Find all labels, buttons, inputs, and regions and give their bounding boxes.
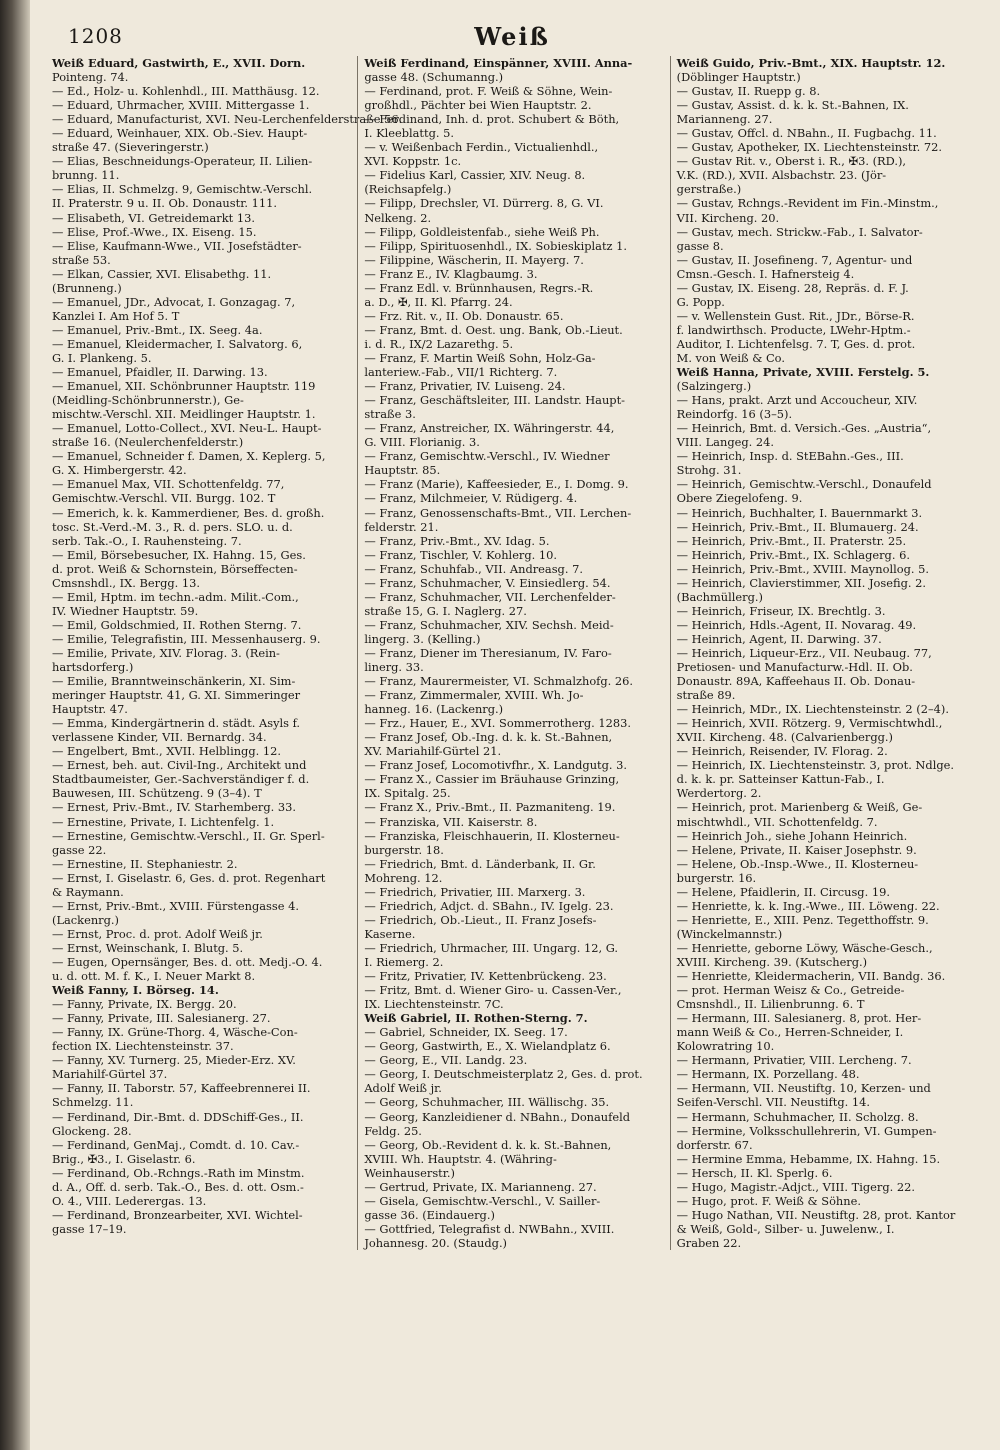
directory-entry: — Elise, Prof.-Wwe., IX. Eiseng. 15. bbox=[52, 224, 257, 239]
directory-entry: — Helene, Private, II. Kaiser Josephstr. 9. bbox=[676, 842, 917, 857]
directory-entry: — Heinrich, IX. Liechtensteinstr. 3, prot. Ndlge. bbox=[676, 758, 954, 773]
directory-entry: — Gertrud, Private, IX. Marianneng. 27. bbox=[364, 1179, 597, 1194]
directory-entry: — Eduard, Weinhauer, XIX. Ob.-Siev. Haupt- bbox=[52, 126, 308, 141]
directory-entry: M. von Weiß & Co. bbox=[676, 350, 785, 365]
directory-entry: Bauwesen, III. Schützeng. 9 (3–4). T bbox=[52, 786, 262, 801]
directory-entry: — Hermann, Privatier, VIII. Lercheng. 7. bbox=[676, 1053, 912, 1068]
directory-entry: — Fanny, II. Taborstr. 57, Kaffeebrennerei II. bbox=[52, 1081, 311, 1096]
directory-entry: — Helene, Pfaidlerin, II. Circusg. 19. bbox=[676, 884, 890, 899]
directory-entry: — Georg, Schuhmacher, III. Wällischg. 35. bbox=[364, 1095, 610, 1110]
directory-entry: — Fanny, Private, IX. Bergg. 20. bbox=[52, 997, 237, 1012]
directory-entry: G. I. Plankeng. 5. bbox=[52, 350, 152, 365]
directory-entry: XVIII. Wh. Hauptstr. 4. (Währing- bbox=[364, 1151, 557, 1166]
directory-entry: — Eduard, Manufacturist, XVI. Neu-Lerchenfelderstraße 56. bbox=[52, 112, 403, 127]
directory-entry: II. Praterstr. 9 u. II. Ob. Donaustr. 111. bbox=[52, 196, 277, 211]
directory-entry: — Ernst, I. Giselastr. 6, Ges. d. prot. Regenhart bbox=[52, 870, 326, 885]
directory-entry: — Franz, Genossenschafts-Bmt., VII. Lerchen- bbox=[364, 505, 632, 520]
directory-entry: (Brunneng.) bbox=[52, 280, 122, 295]
directory-entry: G. X. Himbergerstr. 42. bbox=[52, 463, 187, 478]
directory-entry: — Franz X., Priv.-Bmt., II. Pazmaniteng. 19. bbox=[364, 800, 616, 815]
directory-entry: — Franz E., IV. Klagbaumg. 3. bbox=[364, 266, 538, 281]
directory-entry: mann Weiß & Co., Herren-Schneider, I. bbox=[676, 1025, 904, 1040]
directory-entry: — Ernest, beh. aut. Civil-Ing., Architekt und bbox=[52, 758, 307, 773]
directory-entry: — Emilie, Telegrafistin, III. Messenhauserg. 9. bbox=[52, 631, 321, 646]
directory-entry: — Henriette, E., XIII. Penz. Tegetthoffstr. 9. bbox=[676, 912, 929, 927]
directory-entry: — Heinrich, Bmt. d. Versich.-Ges. „Austria“, bbox=[676, 421, 932, 436]
directory-entry: — Heinrich, Friseur, IX. Brechtlg. 3. bbox=[676, 603, 886, 618]
directory-entry: Werdertorg. 2. bbox=[676, 786, 762, 801]
directory-entry: — Fritz, Privatier, IV. Kettenbrückeng. 23. bbox=[364, 969, 607, 984]
directory-entry: brunng. 11. bbox=[52, 168, 120, 183]
directory-entry: Kaserne. bbox=[364, 926, 416, 941]
directory-entry: fection IX. Liechtensteinstr. 37. bbox=[52, 1039, 234, 1054]
directory-entry: (Döblinger Hauptstr.) bbox=[676, 70, 801, 85]
directory-entry: — Emanuel, Lotto-Collect., XVI. Neu-L. Haupt- bbox=[52, 421, 322, 436]
directory-entry: Seifen-Verschl. VII. Neustiftg. 14. bbox=[676, 1095, 870, 1110]
directory-entry: — Ernestine, Gemischtw.-Verschl., II. Gr. Sperl- bbox=[52, 828, 325, 843]
directory-entry: — Gottfried, Telegrafist d. NWBahn., XVIII. bbox=[364, 1221, 615, 1236]
directory-entry: hanneg. 16. (Lackenrg.) bbox=[364, 702, 504, 717]
running-title: Weiß bbox=[474, 22, 550, 51]
directory-entry: — Gustav, Rchngs.-Revident im Fin.-Minstm., bbox=[676, 196, 939, 211]
directory-entry: u. d. ott. M. f. K., I. Neuer Markt 8. bbox=[52, 969, 256, 984]
directory-entry: V.K. (RD.), XVII. Alsbachstr. 23. (Jör- bbox=[676, 168, 887, 183]
directory-entry: Weiß Eduard, Gastwirth, E., XVII. Dorn. bbox=[52, 56, 306, 70]
directory-entry: — Georg, Ob.-Revident d. k. k. St.-Bahnen, bbox=[364, 1137, 612, 1152]
directory-entry: Hauptstr. 47. bbox=[52, 702, 128, 717]
directory-entry: IX. Liechtensteinstr. 7C. bbox=[364, 997, 504, 1012]
directory-entry: Adolf Weiß jr. bbox=[364, 1081, 442, 1096]
directory-entry: — Frz., Hauer, E., XVI. Sommerrotherg. 1283. bbox=[364, 716, 632, 731]
directory-entry: — Elias, Beschneidungs-Operateur, II. Lilien- bbox=[52, 154, 313, 169]
directory-entry: — Heinrich, Liqueur-Erz., VII. Neubaug. 77, bbox=[676, 645, 932, 660]
directory-entry: — Franz Josef, Ob.-Ing. d. k. k. St.-Bahnen, bbox=[364, 730, 613, 745]
directory-entry: — Heinrich, Clavierstimmer, XII. Josefig. 2. bbox=[676, 575, 926, 590]
directory-columns bbox=[52, 56, 972, 1250]
directory-entry: — Emerich, k. k. Kammerdiener, Bes. d. großh. bbox=[52, 505, 325, 520]
directory-entry: G. Popp. bbox=[676, 294, 725, 309]
directory-entry: VIII. Langeg. 24. bbox=[676, 435, 774, 450]
directory-entry: — Franz, Priv.-Bmt., XV. Idag. 5. bbox=[364, 533, 550, 548]
directory-entry: Strohg. 31. bbox=[676, 463, 742, 478]
directory-entry: Weiß Ferdinand, Einspänner, XVIII. Anna- bbox=[364, 56, 633, 70]
directory-entry: Hauptstr. 85. bbox=[364, 463, 441, 478]
directory-entry: — Fanny, XV. Turnerg. 25, Mieder-Erz. XV. bbox=[52, 1053, 296, 1068]
directory-entry: — Ernest, Priv.-Bmt., IV. Starhemberg. 33. bbox=[52, 800, 297, 815]
directory-entry: Kanzlei I. Am Hof 5. T bbox=[52, 308, 180, 323]
directory-entry: — Georg, Gastwirth, E., X. Wielandplatz 6. bbox=[364, 1039, 611, 1054]
directory-entry: gasse 48. (Schumanng.) bbox=[364, 70, 504, 85]
directory-entry: — Hugo, Magistr.-Adjct., VIII. Tigerg. 22. bbox=[676, 1179, 916, 1194]
directory-entry: gasse 17–19. bbox=[52, 1221, 127, 1236]
directory-entry: — Hermann, IX. Porzellang. 48. bbox=[676, 1067, 860, 1082]
directory-entry: — Hermann, III. Salesianerg. 8, prot. Her- bbox=[676, 1011, 922, 1026]
directory-entry: — Franz Josef, Locomotivfhr., X. Landgutg. 3. bbox=[364, 758, 628, 773]
directory-entry: — Emanuel, Schneider f. Damen, X. Keplerg. 5, bbox=[52, 449, 326, 464]
directory-entry: — Eugen, Opernsänger, Bes. d. ott. Medj.-O. 4. bbox=[52, 955, 323, 969]
directory-entry: — Ferdinand, Ob.-Rchngs.-Rath im Minstm. bbox=[52, 1165, 305, 1180]
directory-entry: — Franz, Schuhmacher, V. Einsiedlerg. 54. bbox=[364, 575, 611, 590]
directory-entry: Auditor, I. Lichtenfelsg. 7. T, Ges. d. prot. bbox=[676, 336, 916, 351]
directory-entry: burgerstr. 18. bbox=[364, 842, 444, 857]
directory-entry: d. A., Off. d. serb. Tak.-O., Bes. d. ott. Osm.- bbox=[52, 1179, 304, 1194]
directory-entry: Weiß Gabriel, II. Rothen-Sterng. 7. bbox=[364, 1011, 588, 1026]
directory-entry: Weiß Hanna, Private, XVIII. Ferstelg. 5. bbox=[676, 365, 930, 380]
directory-entry: XV. Mariahilf-Gürtel 21. bbox=[364, 744, 502, 759]
column-middle bbox=[357, 56, 659, 1250]
directory-entry: linerg. 33. bbox=[364, 660, 424, 675]
directory-entry: — Filipp, Goldleistenfab., siehe Weiß Ph. bbox=[364, 224, 600, 239]
directory-entry: — Fritz, Bmt. d. Wiener Giro- u. Cassen-Ver., bbox=[364, 983, 622, 998]
directory-entry: — Hugo Nathan, VII. Neustiftg. 28, prot. Kantor bbox=[676, 1207, 956, 1222]
directory-entry: großhdl., Pächter bei Wien Hauptstr. 2. bbox=[364, 98, 592, 113]
directory-entry: lanteriew.-Fab., VII/1 Richterg. 7. bbox=[364, 365, 558, 380]
directory-entry: XVIII. Kircheng. 39. (Kutscherg.) bbox=[676, 955, 868, 969]
directory-entry: — Franz, Diener im Theresianum, IV. Faro- bbox=[364, 645, 612, 660]
directory-entry: IV. Wiedner Hauptstr. 59. bbox=[52, 603, 199, 618]
directory-entry: — Frz. Rit. v., II. Ob. Donaustr. 65. bbox=[364, 308, 564, 323]
column-right bbox=[670, 56, 972, 1250]
directory-entry: — Ferdinand, Bronzearbeiter, XVI. Wichtel- bbox=[52, 1207, 303, 1222]
directory-entry: — Hermann, Schuhmacher, II. Scholzg. 8. bbox=[676, 1109, 919, 1124]
directory-entry: Cmsn.-Gesch. I. Hafnersteig 4. bbox=[676, 266, 855, 281]
directory-entry: — Fanny, IX. Grüne-Thorg. 4, Wäsche-Con- bbox=[52, 1025, 298, 1040]
directory-entry: serb. Tak.-O., I. Rauhensteing. 7. bbox=[52, 533, 242, 548]
directory-entry: — Franz, Gemischtw.-Verschl., IV. Wiedner bbox=[364, 449, 610, 464]
directory-entry: — Filipp, Drechsler, VI. Dürrerg. 8, G. VI. bbox=[364, 196, 604, 211]
directory-entry: — Ferdinand, Inh. d. prot. Schubert & Böth, bbox=[364, 112, 620, 127]
directory-entry: — Ernestine, II. Stephaniestr. 2. bbox=[52, 856, 238, 871]
directory-entry: gasse 8. bbox=[676, 238, 724, 253]
directory-entry: — Friedrich, Ob.-Lieut., II. Franz Josefs- bbox=[364, 912, 597, 927]
directory-entry: Kolowratring 10. bbox=[676, 1039, 775, 1054]
directory-entry: — Hermann, VII. Neustiftg. 10, Kerzen- und bbox=[676, 1081, 931, 1096]
directory-entry: — prot. Herman Weisz & Co., Getreide- bbox=[676, 983, 905, 998]
directory-entry: Donaustr. 89A, Kaffeehaus II. Ob. Donau- bbox=[676, 674, 916, 689]
directory-entry: Mohreng. 12. bbox=[364, 870, 443, 885]
directory-entry: straße 16. (Neulerchenfelderstr.) bbox=[52, 435, 244, 450]
directory-entry: a. D., ✠, II. Kl. Pfarrg. 24. bbox=[364, 294, 513, 309]
directory-entry: — Franz, Milchmeier, V. Rüdigerg. 4. bbox=[364, 491, 578, 506]
directory-entry: — Emilie, Private, XIV. Florag. 3. (Rein- bbox=[52, 645, 280, 660]
page-number: 1208 bbox=[68, 24, 123, 48]
directory-entry: Reindorfg. 16 (3–5). bbox=[676, 407, 793, 422]
directory-entry: — Gustav Rit. v., Oberst i. R., ✠3. (RD.), bbox=[676, 154, 907, 169]
directory-entry: — Elkan, Cassier, XVI. Elisabethg. 11. bbox=[52, 266, 272, 281]
directory-entry: hartsdorferg.) bbox=[52, 660, 134, 675]
directory-entry: straße 89. bbox=[676, 688, 736, 703]
directory-entry: — Ed., Holz- u. Kohlenhdl., III. Matthäusg. 12. bbox=[52, 84, 320, 99]
directory-entry: & Raymann. bbox=[52, 884, 124, 899]
directory-entry: — Ernestine, Private, I. Lichtenfelg. 1. bbox=[52, 814, 275, 829]
directory-entry: — Gustav, Offcl. d. NBahn., II. Fugbachg. 11. bbox=[676, 126, 937, 141]
directory-entry: — Gustav, Assist. d. k. k. St.-Bahnen, IX. bbox=[676, 98, 909, 113]
directory-entry: — Georg, I. Deutschmeisterplatz 2, Ges. d. prot. bbox=[364, 1067, 643, 1082]
directory-entry: — Filippine, Wäscherin, II. Mayerg. 7. bbox=[364, 252, 584, 267]
directory-entry: — Helene, Ob.-Insp.-Wwe., II. Klosterneu- bbox=[676, 856, 919, 871]
directory-entry: Pretiosen- und Manufacturw.-Hdl. II. Ob. bbox=[676, 660, 913, 675]
directory-entry: — Franz (Marie), Kaffeesieder, E., I. Domg. 9. bbox=[364, 477, 629, 492]
directory-entry: — Franz, Anstreicher, IX. Währingerstr. 44, bbox=[364, 421, 615, 436]
directory-entry: — Franz, Zimmermaler, XVIII. Wh. Jo- bbox=[364, 688, 584, 703]
directory-entry: — Friedrich, Adjct. d. SBahn., IV. Igelg. 23. bbox=[364, 898, 614, 913]
directory-entry: — Franziska, VII. Kaiserstr. 8. bbox=[364, 814, 538, 829]
directory-entry: Brig., ✠3., I. Giselastr. 6. bbox=[52, 1151, 196, 1166]
directory-entry: felderstr. 21. bbox=[364, 519, 439, 534]
directory-entry: O. 4., VIII. Lederergas. 13. bbox=[52, 1193, 207, 1208]
directory-entry: VII. Kircheng. 20. bbox=[676, 210, 780, 225]
directory-entry: burgerstr. 16. bbox=[676, 870, 757, 885]
directory-entry: Cmsnshdl., II. Lilienbrunng. 6. T bbox=[676, 997, 865, 1012]
directory-entry: straße 3. bbox=[364, 407, 416, 422]
directory-entry: — v. Wellenstein Gust. Rit., JDr., Börse-R. bbox=[676, 308, 915, 323]
directory-entry: — Ferdinand, prot. F. Weiß & Söhne, Wein- bbox=[364, 84, 613, 99]
directory-entry: Weinhauserstr.) bbox=[364, 1165, 456, 1180]
directory-entry: gasse 22. bbox=[52, 842, 107, 857]
directory-entry: Feldg. 25. bbox=[364, 1123, 422, 1138]
directory-entry: — Franziska, Fleischhauerin, II. Klosterneu- bbox=[364, 828, 620, 843]
directory-entry: IX. Spitalg. 25. bbox=[364, 786, 451, 801]
directory-entry: — Georg, Kanzleidiener d. NBahn., Donaufeld bbox=[364, 1109, 631, 1124]
directory-entry: — Franz X., Cassier im Bräuhause Grinzing, bbox=[364, 772, 620, 787]
directory-entry: — Emanuel, Priv.-Bmt., IX. Seeg. 4a. bbox=[52, 322, 263, 337]
directory-entry: (Bachmüllerg.) bbox=[676, 589, 763, 604]
directory-entry: Graben 22. bbox=[676, 1235, 742, 1250]
directory-entry: — Filipp, Spirituosenhdl., IX. Sobieskiplatz 1. bbox=[364, 238, 628, 253]
directory-entry: — Elisabeth, VI. Getreidemarkt 13. bbox=[52, 210, 255, 225]
directory-entry: — Gustav, Apotheker, IX. Liechtensteinstr. 72. bbox=[676, 140, 943, 155]
directory-entry: (Winckelmannstr.) bbox=[676, 926, 783, 941]
directory-entry: — Franz, Schuhmacher, VII. Lerchenfelder- bbox=[364, 589, 616, 604]
directory-entry: — Franz, Geschäftsleiter, III. Landstr. Haupt- bbox=[364, 393, 626, 408]
directory-entry: Weiß Fanny, I. Börseg. 14. bbox=[52, 983, 219, 998]
directory-entry: — Emma, Kindergärtnerin d. städt. Asyls f. bbox=[52, 716, 301, 731]
directory-entry: — Heinrich, prot. Marienberg & Weiß, Ge- bbox=[676, 800, 923, 815]
directory-entry: — Franz, Privatier, IV. Luiseng. 24. bbox=[364, 379, 566, 394]
directory-entry: Gemischtw.-Verschl. VII. Burgg. 102. T bbox=[52, 491, 276, 506]
directory-entry: — Gabriel, Schneider, IX. Seeg. 17. bbox=[364, 1025, 568, 1040]
directory-entry: I. Riemerg. 2. bbox=[364, 955, 444, 969]
directory-entry: gerstraße.) bbox=[676, 182, 742, 197]
directory-entry: d. k. k. pr. Satteinser Kattun-Fab., I. bbox=[676, 772, 885, 787]
directory-entry: Weiß Guido, Priv.-Bmt., XIX. Hauptstr. 12. bbox=[676, 56, 946, 70]
directory-entry: & Weiß, Gold-, Silber- u. Juwelenw., I. bbox=[676, 1221, 895, 1236]
directory-entry: I. Kleeblattg. 5. bbox=[364, 126, 454, 141]
directory-entry: — Friedrich, Bmt. d. Länderbank, II. Gr. bbox=[364, 856, 596, 871]
directory-entry: — Henriette, k. k. Ing.-Wwe., III. Löweng. 22. bbox=[676, 898, 940, 913]
directory-entry: lingerg. 3. (Kelling.) bbox=[364, 631, 481, 646]
directory-entry: — Franz, Bmt. d. Oest. ung. Bank, Ob.-Lieut. bbox=[364, 322, 623, 337]
directory-entry: — Heinrich, Priv.-Bmt., II. Blumauerg. 24. bbox=[676, 519, 919, 534]
directory-entry: — Gustav, II. Josefineng. 7, Agentur- und bbox=[676, 252, 913, 267]
page-header bbox=[52, 22, 972, 56]
directory-entry: — Franz, F. Martin Weiß Sohn, Holz-Ga- bbox=[364, 350, 596, 365]
directory-entry: mischtwhdl., VII. Schottenfeldg. 7. bbox=[676, 814, 878, 829]
directory-entry: verlassene Kinder, VII. Bernardg. 34. bbox=[52, 730, 267, 745]
directory-entry: — Ernst, Proc. d. prot. Adolf Weiß jr. bbox=[52, 926, 263, 941]
directory-entry: — Gustav, II. Ruepp g. 8. bbox=[676, 84, 821, 99]
directory-entry: Nelkeng. 2. bbox=[364, 210, 432, 225]
directory-entry: — Emilie, Branntweinschänkerin, XI. Sim- bbox=[52, 674, 296, 689]
directory-entry: f. landwirthsch. Producte, LWehr-Hptm.- bbox=[676, 322, 911, 337]
directory-entry: — Georg, E., VII. Landg. 23. bbox=[364, 1053, 528, 1068]
directory-entry: — Heinrich, Reisender, IV. Florag. 2. bbox=[676, 744, 888, 759]
directory-entry: — Heinrich, Buchhalter, I. Bauernmarkt 3. bbox=[676, 505, 923, 520]
directory-entry: — Ernst, Priv.-Bmt., XVIII. Fürstengasse 4. bbox=[52, 898, 299, 913]
directory-entry: — Hermine, Volksschullehrerin, VI. Gumpen- bbox=[676, 1123, 937, 1138]
directory-entry: — Ernst, Weinschank, I. Blutg. 5. bbox=[52, 940, 244, 955]
directory-entry: — Hugo, prot. F. Weiß & Söhne. bbox=[676, 1193, 861, 1208]
directory-entry: — Heinrich, Gemischtw.-Verschl., Donaufeld bbox=[676, 477, 932, 492]
directory-entry: Johannesg. 20. (Staudg.) bbox=[364, 1235, 508, 1250]
directory-entry: — Heinrich, Priv.-Bmt., XVIII. Maynollog. 5. bbox=[676, 561, 929, 576]
directory-entry: i. d. R., IX/2 Lazarethg. 5. bbox=[364, 336, 514, 351]
directory-entry: XVI. Koppstr. 1c. bbox=[364, 154, 462, 169]
directory-entry: — Heinrich, Agent, II. Darwing. 37. bbox=[676, 631, 882, 646]
directory-entry: — Emanuel Max, VII. Schottenfeldg. 77, bbox=[52, 477, 285, 492]
directory-entry: — Emanuel, JDr., Advocat, I. Gonzagag. 7, bbox=[52, 294, 296, 309]
directory-entry: — Emil, Goldschmied, II. Rothen Sterng. 7. bbox=[52, 617, 302, 632]
directory-entry: — Henriette, Kleidermacherin, VII. Bandg. 36. bbox=[676, 969, 946, 984]
directory-entry: — Franz Edl. v. Brünnhausen, Regrs.-R. bbox=[364, 280, 594, 295]
directory-entry: G. VIII. Florianig. 3. bbox=[364, 435, 480, 450]
directory-entry: — Franz, Schuhmacher, XIV. Sechsh. Meid- bbox=[364, 617, 614, 632]
directory-entry: — Heinrich Joh., siehe Johann Heinrich. bbox=[676, 828, 908, 843]
directory-entry: — Gisela, Gemischtw.-Verschl., V. Sailler- bbox=[364, 1193, 601, 1208]
directory-entry: dorferstr. 67. bbox=[676, 1137, 753, 1152]
directory-entry: mischtw.-Verschl. XII. Meidlinger Hauptstr. 1. bbox=[52, 407, 316, 422]
directory-entry: — Heinrich, Insp. d. StEBahn.-Ges., III. bbox=[676, 449, 904, 464]
directory-entry: Glockeng. 28. bbox=[52, 1123, 132, 1138]
directory-entry: — Emil, Börsebesucher, IX. Hahng. 15, Ges. bbox=[52, 547, 306, 562]
directory-entry: (Meidling-Schönbrunnerstr.), Ge- bbox=[52, 393, 244, 408]
directory-entry: — Emanuel, XII. Schönbrunner Hauptstr. 119 bbox=[52, 379, 316, 394]
directory-entry: — Fidelius Karl, Cassier, XIV. Neug. 8. bbox=[364, 168, 586, 183]
directory-entry: — Hermine Emma, Hebamme, IX. Hahng. 15. bbox=[676, 1151, 941, 1166]
directory-entry: (Salzingerg.) bbox=[676, 379, 752, 394]
directory-entry: — Heinrich, Priv.-Bmt., IX. Schlagerg. 6. bbox=[676, 547, 910, 562]
directory-entry: — Hans, prakt. Arzt und Accoucheur, XIV. bbox=[676, 393, 918, 408]
directory-entry: Schmelzg. 11. bbox=[52, 1095, 134, 1110]
directory-entry: — Emanuel, Kleidermacher, I. Salvatorg. 6, bbox=[52, 336, 303, 351]
directory-entry: — Franz, Schuhfab., VII. Andreasg. 7. bbox=[364, 561, 583, 576]
directory-entry: XVII. Kircheng. 48. (Calvarienbergg.) bbox=[676, 730, 894, 745]
directory-entry: — Emanuel, Pfaidler, II. Darwing. 13. bbox=[52, 365, 268, 380]
directory-entry: — Eduard, Uhrmacher, XVIII. Mittergasse 1. bbox=[52, 98, 310, 113]
directory-entry: — Fanny, Private, III. Salesianerg. 27. bbox=[52, 1011, 271, 1026]
directory-entry: — Henriette, geborne Löwy, Wäsche-Gesch., bbox=[676, 940, 933, 955]
directory-entry: — Elise, Kaufmann-Wwe., VII. Josefstädter- bbox=[52, 238, 302, 253]
directory-entry: — Heinrich, Priv.-Bmt., II. Praterstr. 25. bbox=[676, 533, 907, 548]
directory-entry: Obere Ziegelofeng. 9. bbox=[676, 491, 803, 506]
directory-entry: meringer Hauptstr. 41, G. XI. Simmeringer bbox=[52, 688, 301, 703]
directory-entry: Cmsnshdl., IX. Bergg. 13. bbox=[52, 575, 201, 590]
directory-entry: Mariahilf-Gürtel 37. bbox=[52, 1067, 168, 1082]
directory-entry: — Ferdinand, GenMaj., Comdt. d. 10. Cav.- bbox=[52, 1137, 300, 1152]
directory-entry: Stadtbaumeister, Ger.-Sachverständiger f. d. bbox=[52, 772, 310, 787]
directory-entry: Marianneng. 27. bbox=[676, 112, 773, 127]
directory-entry: d. prot. Weiß & Schornstein, Börseffecten- bbox=[52, 561, 298, 576]
directory-entry: — Heinrich, XVII. Rötzerg. 9, Vermischtwhdl., bbox=[676, 716, 943, 731]
directory-entry: — Heinrich, MDr., IX. Liechtensteinstr. 2 (2–4). bbox=[676, 702, 949, 717]
directory-entry: — Ferdinand, Dir.-Bmt. d. DDSchiff-Ges., II. bbox=[52, 1109, 304, 1124]
directory-entry: (Reichsapfelg.) bbox=[364, 182, 452, 197]
directory-entry: — Friedrich, Privatier, III. Marxerg. 3. bbox=[364, 884, 586, 899]
directory-entry: — Franz, Tischler, V. Kohlerg. 10. bbox=[364, 547, 558, 562]
directory-entry: (Lackenrg.) bbox=[52, 912, 119, 927]
directory-entry: — Friedrich, Uhrmacher, III. Ungarg. 12, G. bbox=[364, 940, 619, 955]
directory-entry: straße 47. (Sieveringerstr.) bbox=[52, 140, 209, 155]
directory-entry: — Gustav, IX. Eiseng. 28, Repräs. d. F. J. bbox=[676, 280, 909, 295]
directory-entry: Pointeng. 74. bbox=[52, 70, 129, 85]
directory-entry: — Engelbert, Bmt., XVII. Helblingg. 12. bbox=[52, 744, 281, 759]
directory-entry: — Elias, II. Schmelzg. 9, Gemischtw.-Verschl. bbox=[52, 182, 313, 197]
directory-entry: straße 15, G. I. Naglerg. 27. bbox=[364, 603, 527, 618]
directory-entry: — Emil, Hptm. im techn.-adm. Milit.-Com., bbox=[52, 589, 299, 604]
directory-entry: — Franz, Maurermeister, VI. Schmalzhofg. 26. bbox=[364, 674, 634, 689]
directory-entry: — v. Weißenbach Ferdin., Victualienhdl., bbox=[364, 140, 599, 155]
directory-entry: tosc. St.-Verd.-M. 3., R. d. pers. SLO. u. d. bbox=[52, 519, 293, 534]
directory-entry: — Heinrich, Hdls.-Agent, II. Novarag. 49. bbox=[676, 617, 917, 632]
directory-entry: gasse 36. (Eindauerg.) bbox=[364, 1207, 495, 1222]
directory-entry: — Gustav, mech. Strickw.-Fab., I. Salvator- bbox=[676, 224, 923, 239]
directory-entry: straße 53. bbox=[52, 252, 111, 267]
directory-entry: — Hersch, II. Kl. Sperlg. 6. bbox=[676, 1165, 833, 1180]
